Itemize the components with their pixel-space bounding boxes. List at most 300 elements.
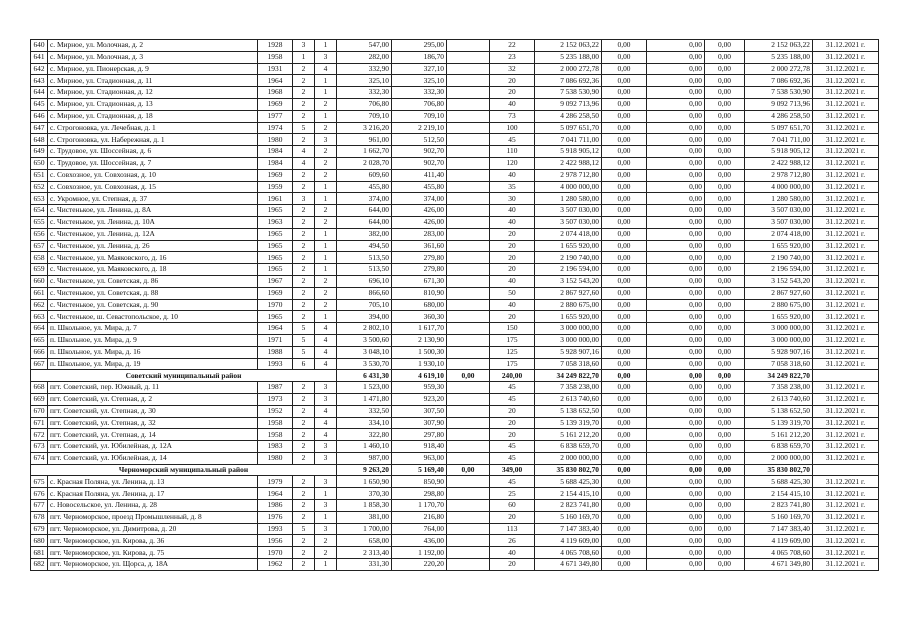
table-cell: 100 bbox=[490, 122, 535, 134]
table-cell: 20 bbox=[490, 405, 535, 417]
table-cell: 0,00 bbox=[602, 429, 647, 441]
table-cell: 40 bbox=[490, 275, 535, 287]
table-cell: 3 000 000,00 bbox=[745, 323, 813, 335]
table-cell: 1986 bbox=[258, 500, 293, 512]
table-cell: 668 bbox=[31, 382, 48, 394]
summary-cell: 9 263,20 bbox=[337, 464, 392, 476]
table-cell: 360,30 bbox=[392, 311, 447, 323]
table-cell: 2 802,10 bbox=[337, 323, 392, 335]
table-cell: 175 bbox=[490, 334, 535, 346]
table-cell: 0,00 bbox=[705, 169, 745, 181]
table-cell: 0,00 bbox=[705, 334, 745, 346]
table-cell: 1 bbox=[293, 51, 315, 63]
table-cell: 0,00 bbox=[705, 181, 745, 193]
table-row bbox=[31, 275, 879, 287]
table-cell: 73 bbox=[490, 110, 535, 122]
table-cell: 0,00 bbox=[602, 63, 647, 75]
table-cell: 5 138 652,50 bbox=[745, 405, 813, 417]
table-cell bbox=[447, 240, 490, 252]
table-cell: 2 bbox=[315, 169, 337, 181]
table-cell: 670 bbox=[31, 405, 48, 417]
table-cell: 5 688 425,30 bbox=[745, 476, 813, 488]
table-cell: 0,00 bbox=[705, 110, 745, 122]
table-cell bbox=[447, 452, 490, 464]
table-cell: 0,00 bbox=[647, 429, 705, 441]
table-cell: 5 bbox=[293, 346, 315, 358]
table-cell: 5 918 905,12 bbox=[535, 146, 602, 158]
table-row bbox=[31, 169, 879, 181]
table-cell: 45 bbox=[490, 382, 535, 394]
table-row bbox=[31, 299, 879, 311]
table-cell: 660 bbox=[31, 275, 48, 287]
table-cell: с. Мирное, ул. Стадионная, д. 18 bbox=[48, 110, 258, 122]
table-cell: 31.12.2021 г. bbox=[813, 429, 879, 441]
summary-cell: 35 830 802,70 bbox=[535, 464, 602, 476]
table-cell: 5 928 907,16 bbox=[535, 346, 602, 358]
table-cell: 327,10 bbox=[392, 63, 447, 75]
summary-cell: 0,00 bbox=[705, 370, 745, 382]
table-cell: 2 bbox=[315, 146, 337, 158]
table-cell: 1 662,70 bbox=[337, 146, 392, 158]
table-cell: 113 bbox=[490, 523, 535, 535]
table-cell: 1964 bbox=[258, 323, 293, 335]
table-cell: 5 097 651,70 bbox=[535, 122, 602, 134]
summary-cell: 0,00 bbox=[647, 464, 705, 476]
table-cell: 0,00 bbox=[602, 476, 647, 488]
table-cell: 31.12.2021 г. bbox=[813, 228, 879, 240]
table-cell: 110 bbox=[490, 146, 535, 158]
table-cell: 455,80 bbox=[392, 181, 447, 193]
table-cell: 0,00 bbox=[705, 358, 745, 370]
table-row bbox=[31, 382, 879, 394]
table-row bbox=[31, 559, 879, 571]
table-cell: 0,00 bbox=[602, 382, 647, 394]
table-cell: 1 bbox=[315, 87, 337, 99]
table-cell: 5 bbox=[293, 122, 315, 134]
table-cell: 0,00 bbox=[647, 157, 705, 169]
table-cell: 20 bbox=[490, 311, 535, 323]
table-cell: 45 bbox=[490, 441, 535, 453]
table-cell: 1965 bbox=[258, 264, 293, 276]
table-cell: 494,50 bbox=[337, 240, 392, 252]
table-cell: 1968 bbox=[258, 87, 293, 99]
table-row bbox=[31, 511, 879, 523]
table-cell: 0,00 bbox=[647, 193, 705, 205]
table-cell: 40 bbox=[490, 205, 535, 217]
table-cell: 0,00 bbox=[602, 334, 647, 346]
table-cell: 0,00 bbox=[602, 216, 647, 228]
table-cell: 0,00 bbox=[705, 523, 745, 535]
table-cell: 426,00 bbox=[392, 216, 447, 228]
table-cell bbox=[447, 476, 490, 488]
table-cell: 7 538 530,90 bbox=[745, 87, 813, 99]
table-cell: 764,00 bbox=[392, 523, 447, 535]
table-cell: пгт. Советский, пер. Южный, д. 11 bbox=[48, 382, 258, 394]
table-cell: 2 bbox=[293, 181, 315, 193]
table-cell: 31.12.2021 г. bbox=[813, 323, 879, 335]
table-cell: 7 041 711,00 bbox=[745, 134, 813, 146]
table-cell: 0,00 bbox=[602, 205, 647, 217]
table-cell: 0,00 bbox=[705, 311, 745, 323]
table-cell: 918,40 bbox=[392, 441, 447, 453]
table-cell: 2 867 927,60 bbox=[535, 287, 602, 299]
table-cell: 20 bbox=[490, 559, 535, 571]
table-cell: 709,10 bbox=[337, 110, 392, 122]
table-cell bbox=[447, 299, 490, 311]
table-cell: 31.12.2021 г. bbox=[813, 157, 879, 169]
table-cell: 45 bbox=[490, 393, 535, 405]
table-cell: 1974 bbox=[258, 122, 293, 134]
table-cell: 1987 bbox=[258, 382, 293, 394]
table-cell bbox=[447, 488, 490, 500]
table-cell: 220,20 bbox=[392, 559, 447, 571]
table-row bbox=[31, 393, 879, 405]
table-cell: 31.12.2021 г. bbox=[813, 417, 879, 429]
table-cell: 2 bbox=[315, 205, 337, 217]
table-cell: с. Красная Поляна, ул. Ленина, д. 17 bbox=[48, 488, 258, 500]
table-cell: 2 bbox=[315, 216, 337, 228]
summary-cell bbox=[813, 370, 879, 382]
table-cell: 332,90 bbox=[337, 63, 392, 75]
table-cell bbox=[447, 429, 490, 441]
table-cell: 2 422 988,12 bbox=[745, 157, 813, 169]
table-cell: 2 bbox=[293, 452, 315, 464]
table-cell: 20 bbox=[490, 264, 535, 276]
table-cell: 696,10 bbox=[337, 275, 392, 287]
table-cell: 334,10 bbox=[337, 417, 392, 429]
table-cell bbox=[447, 559, 490, 571]
table-cell: 0,00 bbox=[705, 559, 745, 571]
table-cell: 31.12.2021 г. bbox=[813, 535, 879, 547]
table-cell: 3 216,20 bbox=[337, 122, 392, 134]
table-cell: 7 086 692,36 bbox=[745, 75, 813, 87]
table-cell: 1 930,10 bbox=[392, 358, 447, 370]
table-cell: 175 bbox=[490, 358, 535, 370]
table-cell: 2 313,40 bbox=[337, 547, 392, 559]
table-cell bbox=[447, 181, 490, 193]
table-cell: 2 152 063,22 bbox=[535, 40, 602, 52]
table-cell: 3 bbox=[315, 393, 337, 405]
table-cell: 31.12.2021 г. bbox=[813, 511, 879, 523]
table-cell: 7 147 383,40 bbox=[745, 523, 813, 535]
table-cell: 7 058 318,60 bbox=[745, 358, 813, 370]
table-row bbox=[31, 75, 879, 87]
table-cell: 0,00 bbox=[705, 40, 745, 52]
table-cell: 0,00 bbox=[602, 252, 647, 264]
table-cell: 40 bbox=[490, 98, 535, 110]
table-cell: 641 bbox=[31, 51, 48, 63]
table-cell: 0,00 bbox=[602, 547, 647, 559]
table-cell: 671,30 bbox=[392, 275, 447, 287]
table-cell: 3 bbox=[293, 40, 315, 52]
table-cell: 5 bbox=[293, 523, 315, 535]
table-row bbox=[31, 157, 879, 169]
table-cell: 2 bbox=[293, 559, 315, 571]
table-cell: 673 bbox=[31, 441, 48, 453]
table-cell: 1980 bbox=[258, 452, 293, 464]
table-cell: 31.12.2021 г. bbox=[813, 122, 879, 134]
table-cell: 1965 bbox=[258, 252, 293, 264]
table-cell: с. Трудовое, ул. Шоссейная, д. 7 bbox=[48, 157, 258, 169]
table-cell: 0,00 bbox=[647, 63, 705, 75]
table-cell: 0,00 bbox=[647, 535, 705, 547]
table-cell: 4 286 258,50 bbox=[535, 110, 602, 122]
table-cell: 0,00 bbox=[705, 216, 745, 228]
table-cell: 1 bbox=[315, 181, 337, 193]
table-cell: 3 bbox=[315, 523, 337, 535]
table-cell: 1 500,30 bbox=[392, 346, 447, 358]
table-cell: 9 092 713,96 bbox=[745, 98, 813, 110]
table-cell bbox=[447, 228, 490, 240]
table-cell: 2 bbox=[293, 417, 315, 429]
table-cell: 2 bbox=[293, 511, 315, 523]
table-cell: 1 700,00 bbox=[337, 523, 392, 535]
housing-registry-table bbox=[30, 39, 879, 571]
table-cell bbox=[447, 110, 490, 122]
table-cell: 31.12.2021 г. bbox=[813, 87, 879, 99]
table-cell: 0,00 bbox=[705, 87, 745, 99]
table-cell: 661 bbox=[31, 287, 48, 299]
table-cell: 2 152 063,22 bbox=[745, 40, 813, 52]
table-cell: 0,00 bbox=[705, 63, 745, 75]
table-cell: 2 bbox=[293, 252, 315, 264]
table-cell: 20 bbox=[490, 417, 535, 429]
table-cell: 2 880 675,00 bbox=[535, 299, 602, 311]
table-cell: 0,00 bbox=[602, 323, 647, 335]
table-cell: 31.12.2021 г. bbox=[813, 169, 879, 181]
table-cell: 31.12.2021 г. bbox=[813, 346, 879, 358]
table-cell: 4 bbox=[315, 417, 337, 429]
table-cell: пгт. Черноморское, проезд Промышленный, д. 8 bbox=[48, 511, 258, 523]
table-cell: 2 bbox=[315, 157, 337, 169]
table-cell: 150 bbox=[490, 323, 535, 335]
table-cell: 1959 bbox=[258, 181, 293, 193]
table-cell: 4 bbox=[293, 146, 315, 158]
table-cell bbox=[447, 287, 490, 299]
table-cell: 709,10 bbox=[392, 110, 447, 122]
table-cell: 680 bbox=[31, 535, 48, 547]
table-cell: 5 138 652,50 bbox=[535, 405, 602, 417]
table-cell: 2 219,10 bbox=[392, 122, 447, 134]
table-cell: 5 160 169,70 bbox=[535, 511, 602, 523]
table-cell: 5 160 169,70 bbox=[745, 511, 813, 523]
table-cell: 513,50 bbox=[337, 252, 392, 264]
table-cell: с. Мирное, ул. Стадионная, д. 12 bbox=[48, 87, 258, 99]
table-cell: 307,50 bbox=[392, 405, 447, 417]
table-cell: 35 bbox=[490, 181, 535, 193]
table-cell: 322,80 bbox=[337, 429, 392, 441]
table-cell: 1 280 580,00 bbox=[535, 193, 602, 205]
table-cell: 382,00 bbox=[337, 228, 392, 240]
table-cell: 1958 bbox=[258, 417, 293, 429]
table-cell: 675 bbox=[31, 476, 48, 488]
table-cell bbox=[447, 441, 490, 453]
table-cell: 2 154 415,10 bbox=[745, 488, 813, 500]
table-cell: 679 bbox=[31, 523, 48, 535]
table-cell: 0,00 bbox=[647, 134, 705, 146]
table-cell: 26 bbox=[490, 535, 535, 547]
table-cell: 325,10 bbox=[337, 75, 392, 87]
table-cell: 31.12.2021 г. bbox=[813, 382, 879, 394]
table-cell: 2 bbox=[293, 275, 315, 287]
table-cell: 2 bbox=[315, 535, 337, 547]
table-row bbox=[31, 535, 879, 547]
table-cell: 1 655 920,00 bbox=[745, 240, 813, 252]
table-cell: 850,90 bbox=[392, 476, 447, 488]
table-cell: 656 bbox=[31, 228, 48, 240]
table-cell: 0,00 bbox=[602, 134, 647, 146]
table-cell: 1 bbox=[315, 40, 337, 52]
table-cell: 2 867 927,60 bbox=[745, 287, 813, 299]
table-cell: 923,20 bbox=[392, 393, 447, 405]
table-cell bbox=[447, 346, 490, 358]
table-cell: 0,00 bbox=[705, 287, 745, 299]
table-row bbox=[31, 405, 879, 417]
table-cell: 31.12.2021 г. bbox=[813, 311, 879, 323]
table-cell: с. Мирное, ул. Стадионная, д. 11 bbox=[48, 75, 258, 87]
table-cell: 20 bbox=[490, 228, 535, 240]
table-cell: 1983 bbox=[258, 441, 293, 453]
table-cell: 0,00 bbox=[705, 417, 745, 429]
table-cell: с. Чистенькое, ул. Маяковского, д. 18 bbox=[48, 264, 258, 276]
table-cell: 2 000 272,78 bbox=[745, 63, 813, 75]
table-body bbox=[31, 40, 879, 571]
table-cell: 645 bbox=[31, 98, 48, 110]
table-cell: 1 650,90 bbox=[337, 476, 392, 488]
table-row bbox=[31, 429, 879, 441]
table-cell: 0,00 bbox=[705, 382, 745, 394]
table-cell: пгт. Советский, ул. Юбилейная, д. 12А bbox=[48, 441, 258, 453]
table-cell: 1969 bbox=[258, 169, 293, 181]
table-cell: 0,00 bbox=[602, 264, 647, 276]
table-cell: 307,90 bbox=[392, 417, 447, 429]
table-cell: 0,00 bbox=[602, 98, 647, 110]
table-row bbox=[31, 205, 879, 217]
summary-cell: 34 249 822,70 bbox=[745, 370, 813, 382]
table-cell: 0,00 bbox=[647, 358, 705, 370]
table-row bbox=[31, 417, 879, 429]
table-cell: 961,00 bbox=[337, 134, 392, 146]
table-cell: 2 823 741,80 bbox=[745, 500, 813, 512]
table-cell: 0,00 bbox=[602, 181, 647, 193]
table-cell: 0,00 bbox=[705, 205, 745, 217]
table-cell: 659 bbox=[31, 264, 48, 276]
table-cell: 1979 bbox=[258, 476, 293, 488]
table-cell: 2 bbox=[293, 134, 315, 146]
table-cell: 0,00 bbox=[647, 87, 705, 99]
table-cell bbox=[447, 40, 490, 52]
table-cell: 0,00 bbox=[602, 393, 647, 405]
table-cell: 60 bbox=[490, 500, 535, 512]
table-cell: с. Чистенькое, ул. Ленина, д. 8А bbox=[48, 205, 258, 217]
table-cell: 0,00 bbox=[705, 547, 745, 559]
table-cell: 810,90 bbox=[392, 287, 447, 299]
table-cell: 0,00 bbox=[647, 40, 705, 52]
table-cell: 658 bbox=[31, 252, 48, 264]
table-cell bbox=[447, 500, 490, 512]
table-cell: 374,00 bbox=[337, 193, 392, 205]
table-cell bbox=[447, 98, 490, 110]
table-cell: 0,00 bbox=[705, 240, 745, 252]
table-cell: 644 bbox=[31, 87, 48, 99]
table-cell: 1980 bbox=[258, 134, 293, 146]
table-cell: 0,00 bbox=[647, 146, 705, 158]
table-cell: с. Укромное, ул. Степная, д. 37 bbox=[48, 193, 258, 205]
table-cell: 1970 bbox=[258, 547, 293, 559]
table-row bbox=[31, 476, 879, 488]
table-cell bbox=[447, 275, 490, 287]
table-cell: 2 978 712,80 bbox=[535, 169, 602, 181]
table-cell: п. Школьное, ул. Мира, д. 19 bbox=[48, 358, 258, 370]
table-cell: 3 bbox=[315, 134, 337, 146]
table-cell: 0,00 bbox=[647, 75, 705, 87]
table-cell: 31.12.2021 г. bbox=[813, 405, 879, 417]
table-cell: 0,00 bbox=[647, 240, 705, 252]
table-cell: 2 bbox=[293, 98, 315, 110]
table-cell: 361,60 bbox=[392, 240, 447, 252]
table-cell: 31.12.2021 г. bbox=[813, 240, 879, 252]
table-cell: 2 bbox=[293, 405, 315, 417]
summary-cell: 0,00 bbox=[647, 370, 705, 382]
table-cell: 1958 bbox=[258, 51, 293, 63]
table-cell: 3 000 000,00 bbox=[535, 334, 602, 346]
table-cell: 25 bbox=[490, 488, 535, 500]
table-cell: 1962 bbox=[258, 559, 293, 571]
table-cell: 1970 bbox=[258, 299, 293, 311]
table-cell: 653 bbox=[31, 193, 48, 205]
table-cell: 1956 bbox=[258, 535, 293, 547]
table-cell: 4 000 000,00 bbox=[745, 181, 813, 193]
table-row bbox=[31, 63, 879, 75]
summary-cell: 34 249 822,70 bbox=[535, 370, 602, 382]
table-cell: 2 bbox=[293, 429, 315, 441]
table-cell: 0,00 bbox=[705, 275, 745, 287]
table-cell: п. Школьное, ул. Мира, д. 9 bbox=[48, 334, 258, 346]
table-cell: с. Совхозное, ул. Совхозная, д. 15 bbox=[48, 181, 258, 193]
table-cell bbox=[447, 358, 490, 370]
table-cell: 2 613 740,60 bbox=[535, 393, 602, 405]
table-cell: 1958 bbox=[258, 429, 293, 441]
table-cell: 40 bbox=[490, 169, 535, 181]
table-cell: 31.12.2021 г. bbox=[813, 146, 879, 158]
table-cell: 2 bbox=[293, 63, 315, 75]
table-cell bbox=[447, 417, 490, 429]
table-cell: 332,50 bbox=[337, 405, 392, 417]
table-cell: 0,00 bbox=[647, 547, 705, 559]
table-cell: 1964 bbox=[258, 488, 293, 500]
table-cell: 1 523,00 bbox=[337, 382, 392, 394]
table-cell: 0,00 bbox=[705, 75, 745, 87]
table-cell: 216,80 bbox=[392, 511, 447, 523]
table-cell: 4 671 349,80 bbox=[745, 559, 813, 571]
table-cell: 0,00 bbox=[647, 275, 705, 287]
table-cell: 647 bbox=[31, 122, 48, 134]
table-cell: 663 bbox=[31, 311, 48, 323]
table-cell: 0,00 bbox=[705, 299, 745, 311]
table-row bbox=[31, 134, 879, 146]
table-cell: 2 000 272,78 bbox=[535, 63, 602, 75]
table-cell: с. Мирное, ул. Молочная, д. 2 bbox=[48, 40, 258, 52]
table-row bbox=[31, 252, 879, 264]
table-cell: 2 bbox=[293, 216, 315, 228]
table-cell: 0,00 bbox=[602, 240, 647, 252]
table-cell: 297,80 bbox=[392, 429, 447, 441]
table-cell: 31.12.2021 г. bbox=[813, 334, 879, 346]
table-cell: 1 bbox=[315, 228, 337, 240]
table-row bbox=[31, 441, 879, 453]
table-cell: 0,00 bbox=[602, 511, 647, 523]
table-cell: 3 048,10 bbox=[337, 346, 392, 358]
